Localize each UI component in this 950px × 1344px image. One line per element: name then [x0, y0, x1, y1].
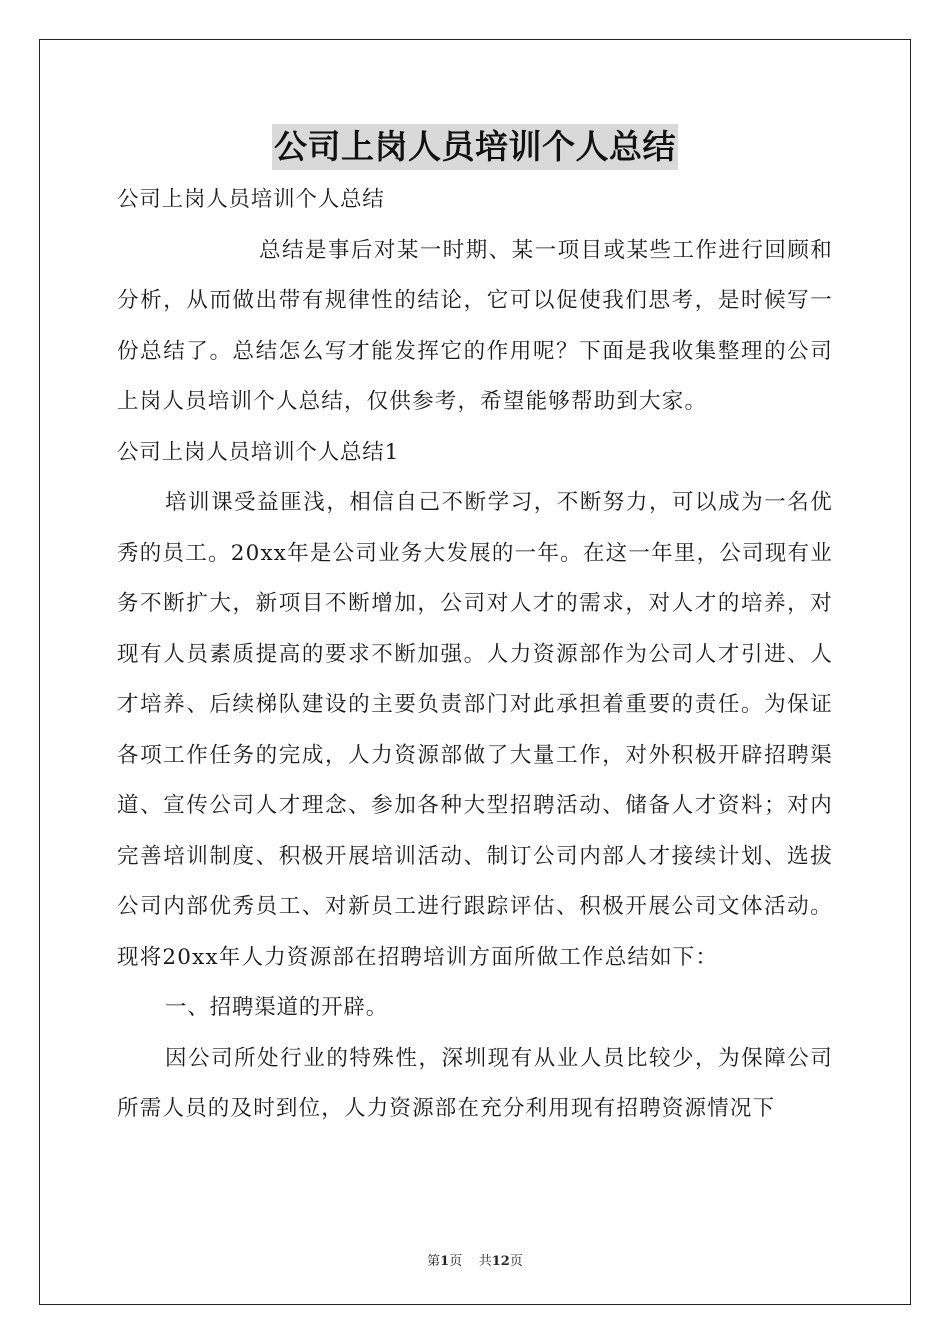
total-label-prefix: 共 — [478, 1254, 492, 1269]
page-number: 1 — [440, 1254, 450, 1269]
document-subtitle: 公司上岗人员培训个人总结 — [117, 187, 385, 212]
section-heading: 公司上岗人员培训个人总结1 — [117, 439, 400, 465]
document-body — [117, 124, 833, 1135]
page-label-suffix: 页 — [449, 1254, 463, 1269]
title-wrap — [117, 124, 833, 172]
total-label-suffix: 页 — [509, 1254, 523, 1269]
intro-paragraph: 总结是事后对某一时期、某一项目或某些工作进行回顾和分析，从而做出带有规律性的结论，它可以促使我们思考，是时候写一份总结了。总结怎么写才能发挥它的作用呢？下面是我收集整理的公司上岗人员培训个人总结，仅供参考，希望能够帮助到大家。 — [117, 237, 833, 414]
body-paragraph-2: 因公司所处行业的特殊性，深圳现有从业人员比较少，为保障公司所需人员的及时到位，人力资源部在充分利用现有招聘资源情况下 — [117, 1045, 833, 1121]
body-paragraph-1: 培训课受益匪浅，相信自己不断学习，不断努力，可以成为一名优秀的员工。20xx年是公司业务大发展的一年。在这一年里，公司现有业务不断扩大，新项目不断增加，公司对人才的需求，对人才的培养，对现有人员素质提高的要求不断加强。人力资源部作为公司人才引进、人才培养、后续梯队建设的主要负责部门对此承担着重要的责任。为保证各项工作任务的完成，人力资源部做了大量工作，对外积极开辟招聘渠道、宣传公司人才理念、参加各种大型招聘活动、储备人才资料；对内完善培训制度、积极开展培训活动、制订公司内部人才接续计划、选拔公司内部优秀员工、对新员工进行跟踪评估、积极开展公司文体活动。现将20xx年人力资源部在招聘培训方面所做工作总结如下： — [117, 490, 833, 970]
document-title: 公司上岗人员培训个人总结 — [272, 124, 678, 170]
total-pages: 12 — [491, 1254, 510, 1269]
page-label-prefix: 第 — [427, 1254, 441, 1269]
page-footer — [0, 1250, 950, 1269]
item-heading-1: 一、招聘渠道的开辟。 — [165, 995, 389, 1020]
